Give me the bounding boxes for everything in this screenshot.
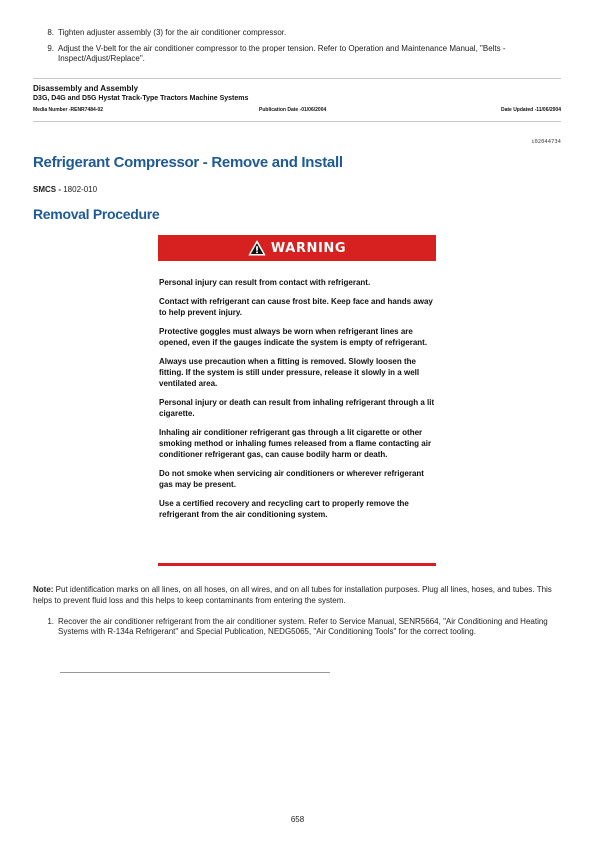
note-label: Note: bbox=[33, 585, 54, 594]
page-number: 658 bbox=[290, 815, 305, 824]
date-updated: Date Updated -11/06/2004 bbox=[500, 107, 561, 113]
step-text: Adjust the V-belt for the air conditioner compressor to the proper tension. Refer to Operation and Maintenance Manual, "Belts - Inspect/Adjust/Replace". bbox=[58, 44, 506, 63]
warning-paragraph: Personal injury can result from contact with refrigerant. bbox=[159, 278, 371, 287]
step-text: Tighten adjuster assembly (3) for the air conditioner compressor. bbox=[58, 28, 287, 37]
list-item bbox=[38, 617, 563, 637]
warning-paragraph: Always use precaution when a fitting is removed. Slowly loosen the fitting. If the system is still under pressure, release it slowly in a well ventilated area. bbox=[159, 357, 420, 388]
warning-triangle-icon bbox=[248, 240, 266, 256]
warning-label: WARNING bbox=[270, 240, 347, 256]
meta-row bbox=[33, 107, 561, 117]
publication-date: Publication Date -01/06/2004 bbox=[259, 107, 327, 113]
smcs-value: 1802-010 bbox=[63, 185, 98, 194]
machine-heading: D3G, D4G and D5G Hystat Track-Type Tractors Machine Systems bbox=[33, 95, 249, 102]
reference-id: i02044734 bbox=[531, 139, 561, 145]
step-number: 1. bbox=[47, 617, 54, 626]
warning-paragraph: Personal injury or death can result from inhaling refrigerant through a lit cigarette. bbox=[159, 398, 435, 418]
smcs-code bbox=[33, 185, 97, 194]
header-divider bbox=[33, 78, 561, 79]
procedure-steps-list bbox=[38, 617, 563, 643]
smcs-label: SMCS - bbox=[33, 185, 61, 194]
warning-paragraph: Contact with refrigerant can cause frost bite. Keep face and hands away to help prevent injury. bbox=[159, 297, 433, 317]
warning-paragraph: Use a certified recovery and recycling cart to properly remove the refrigerant from the air conditioning system. bbox=[159, 499, 409, 519]
warning-paragraph: Protective goggles must always be worn when refrigerant lines are opened, even if the gauges indicate the system is empty of refrigerant. bbox=[159, 327, 428, 347]
content-divider bbox=[60, 672, 330, 673]
section-heading: Disassembly and Assembly bbox=[33, 84, 139, 93]
warning-body bbox=[159, 277, 435, 528]
step-number: 8. bbox=[47, 28, 54, 37]
warning-banner bbox=[158, 235, 436, 261]
warning-paragraph: Do not smoke when servicing air conditioners or wherever refrigerant gas may be present. bbox=[159, 469, 424, 489]
warning-bottom-bar bbox=[158, 563, 436, 566]
note-text: Put identification marks on all lines, on all hoses, on all wires, and on all tubes for installation purposes. Plug all lines, hoses, and tubes. This helps to prevent fluid loss and this helps to keep contaminants from entering the system. bbox=[33, 585, 552, 605]
section-title: Removal Procedure bbox=[33, 206, 160, 222]
list-item bbox=[38, 28, 568, 38]
page-title: Refrigerant Compressor - Remove and Install bbox=[33, 154, 343, 171]
step-text: Recover the air conditioner refrigerant from the air conditioner system. Refer to Service Manual, SENR5664, "Air Conditioning and Heating Systems with R-134a Refrigerant" and Special Publication, NEDG5065, "Air Conditioning Tools" for the correct tooling. bbox=[58, 617, 548, 636]
step-number: 9. bbox=[47, 44, 54, 53]
note-paragraph bbox=[33, 584, 563, 606]
document-header bbox=[33, 84, 561, 117]
header-bottom-divider bbox=[33, 121, 561, 122]
previous-steps-list bbox=[38, 28, 568, 70]
media-number: Media Number -RENR7484-02 bbox=[33, 107, 104, 113]
list-item bbox=[38, 44, 568, 64]
warning-paragraph: Inhaling air conditioner refrigerant gas through a lit cigarette or other smoking method or inhaling fumes released from a flame contacting air conditioner refrigerant gas, can cause bodily harm or death. bbox=[159, 428, 432, 459]
